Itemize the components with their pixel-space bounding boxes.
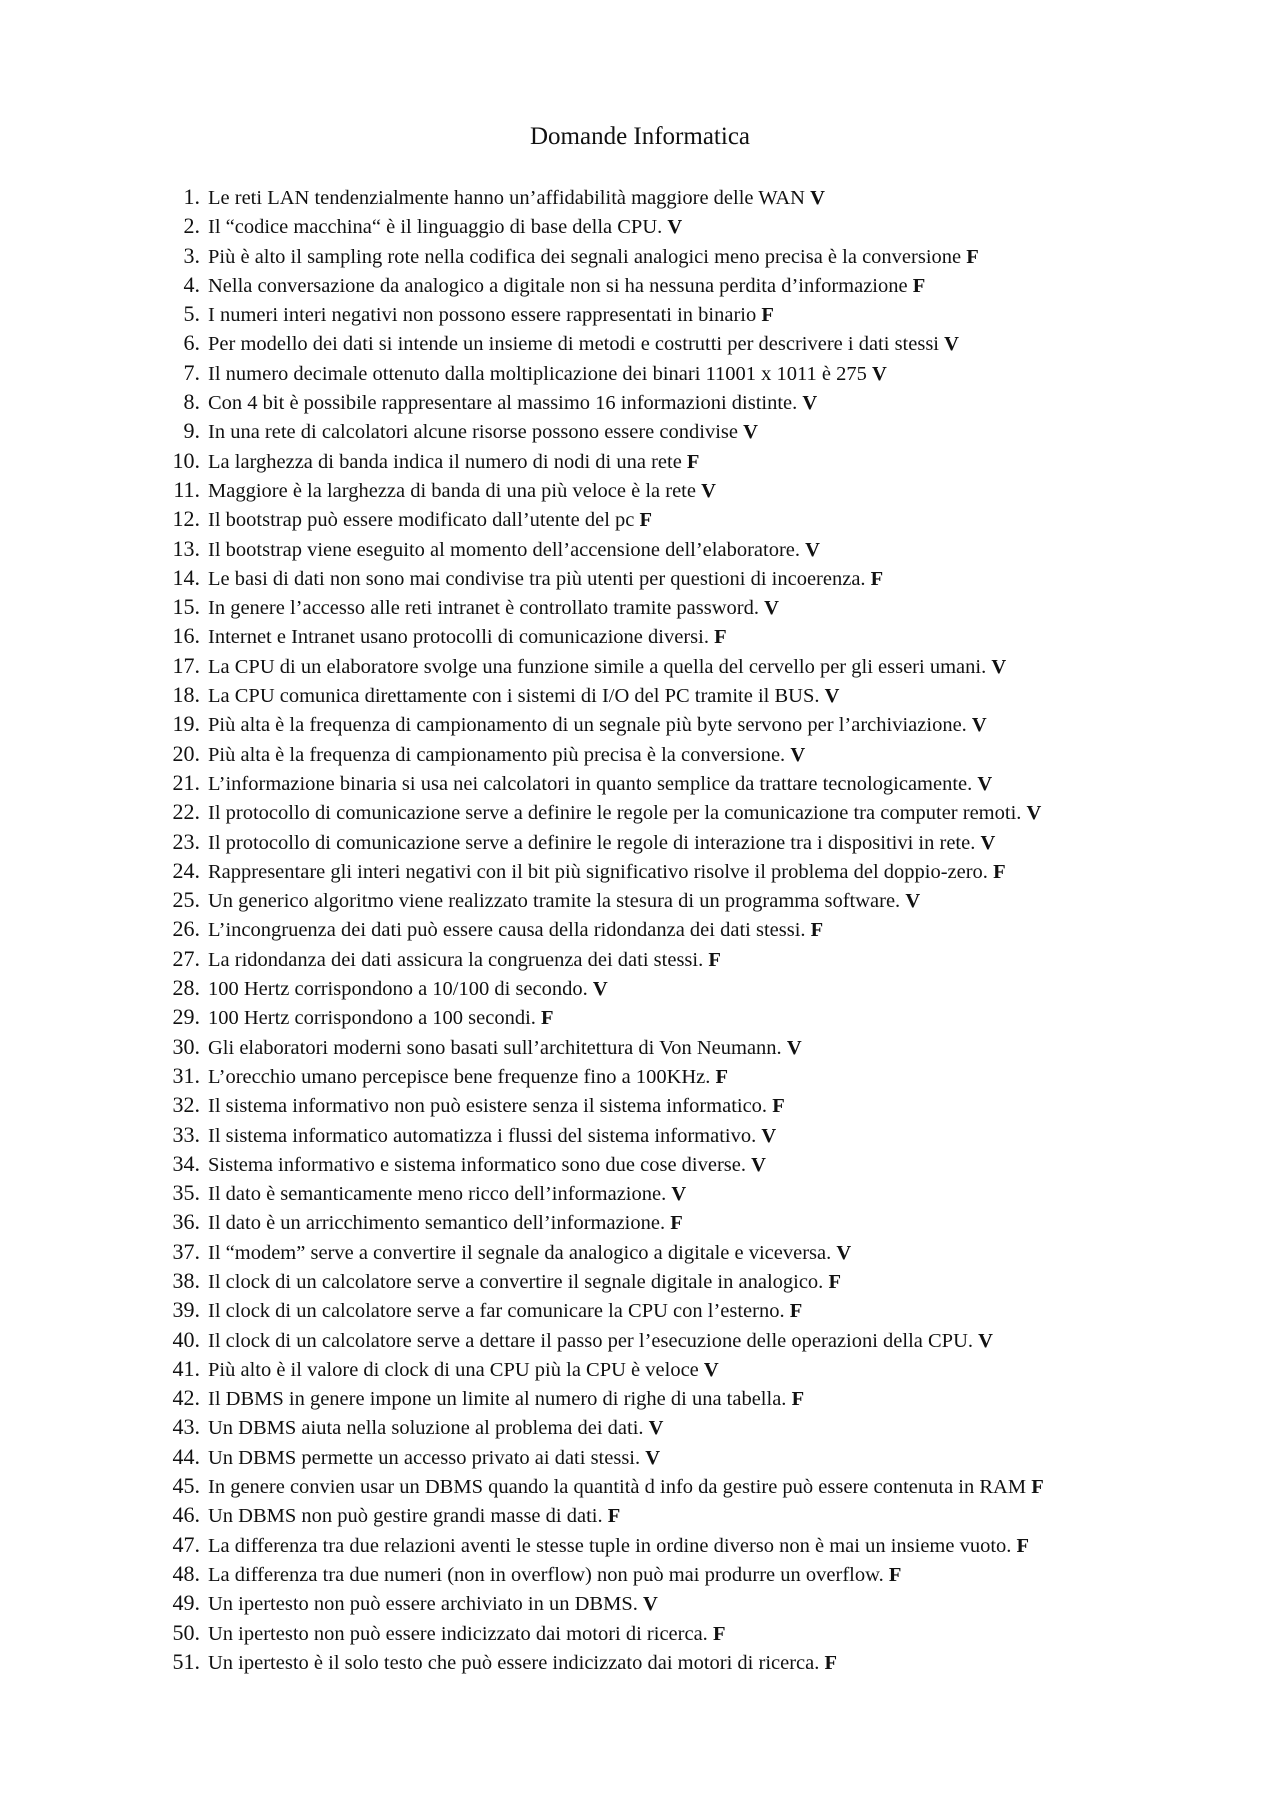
question-item	[150, 680, 1270, 709]
question-answer: V	[836, 1241, 852, 1264]
question-text: 100 Hertz corrispondono a 100 secondi.	[208, 1007, 536, 1030]
question-text: La larghezza di banda indica il numero di nodi di una rete	[208, 450, 682, 473]
question-item	[150, 914, 1270, 943]
question-number: 13.	[172, 535, 200, 561]
question-number: 49.	[172, 1590, 200, 1616]
question-text: Con 4 bit è possibile rappresentare al massimo 16 informazioni distinte.	[208, 392, 798, 415]
question-text: Rappresentare gli interi negativi con il bit più significativo risolve il problema del doppio-zero.	[208, 860, 988, 883]
question-item	[150, 475, 1270, 504]
question-item	[150, 885, 1270, 914]
question-answer: F	[607, 1505, 621, 1528]
question-item	[150, 856, 1270, 885]
question-number: 12.	[172, 506, 200, 532]
question-item	[150, 709, 1270, 738]
question-answer: V	[592, 978, 608, 1001]
question-item	[150, 1207, 1270, 1236]
question-text: Un ipertesto non può essere indicizzato dai motori di ricerca.	[208, 1622, 708, 1645]
question-text: La differenza tra due relazioni aventi le stesse tuple in ordine diverso non è mai un insieme vuoto.	[208, 1534, 1012, 1557]
question-text: Un DBMS non può gestire grandi masse di dati.	[208, 1505, 603, 1528]
question-text: Più alta è la frequenza di campionamento più precisa è la conversione.	[208, 743, 786, 766]
question-item	[150, 973, 1270, 1002]
question-number: 14.	[172, 564, 200, 590]
question-item	[150, 944, 1270, 973]
question-answer: V	[805, 538, 820, 561]
question-answer: V	[671, 1183, 687, 1206]
question-answer: F	[810, 919, 824, 942]
question-number: 11.	[173, 476, 200, 502]
question-text: Le reti LAN tendenzialmente hanno un’affidabilità maggiore delle WAN	[208, 187, 805, 209]
question-number: 47.	[172, 1531, 200, 1557]
question-number: 36.	[172, 1209, 200, 1235]
question-item	[150, 1442, 1270, 1471]
question-number: 5.	[183, 301, 200, 327]
question-item	[150, 592, 1270, 621]
question-answer: F	[1031, 1476, 1044, 1499]
question-answer: V	[944, 333, 959, 356]
question-text: Nella conversazione da analogico a digitale non si ha nessuna perdita d’informazione	[208, 274, 908, 297]
question-number: 31.	[172, 1062, 200, 1088]
question-item	[150, 1471, 1270, 1500]
question-text: Il dato è semanticamente meno ricco dell’informazione.	[208, 1183, 667, 1206]
question-text: Il dato è un arricchimento semantico dell’informazione.	[208, 1212, 666, 1235]
question-answer: V	[971, 714, 987, 737]
question-text: In una rete di calcolatori alcune risorse possono essere condivise	[208, 421, 738, 444]
question-item	[150, 1120, 1270, 1149]
question-answer: F	[888, 1563, 902, 1586]
question-item	[150, 1383, 1270, 1412]
question-answer: V	[1026, 802, 1042, 825]
question-text: Il “codice macchina“ è il linguaggio di base della CPU.	[208, 216, 663, 239]
question-text: Il protocollo di comunicazione serve a definire le regole per la comunicazione tra computer remoti.	[208, 802, 1022, 825]
question-text: L’orecchio umano percepisce bene frequenze fino a 100KHz.	[208, 1065, 711, 1088]
question-answer: V	[790, 743, 806, 766]
question-number: 9.	[183, 418, 200, 444]
question-answer: V	[824, 685, 840, 708]
question-text: La ridondanza dei dati assicura la congruenza dei dati stessi.	[208, 948, 704, 971]
question-item	[150, 621, 1270, 650]
question-item	[150, 827, 1270, 856]
question-number: 51.	[172, 1648, 200, 1674]
question-number: 43.	[172, 1414, 200, 1440]
question-text: 100 Hertz corrispondono a 10/100 di secondo.	[208, 978, 588, 1001]
question-number: 32.	[172, 1092, 200, 1118]
question-item	[150, 1032, 1270, 1061]
question-text: Un ipertesto non può essere archiviato in un DBMS.	[208, 1593, 638, 1616]
question-item	[150, 1090, 1270, 1119]
question-number: 27.	[172, 945, 200, 971]
question-item	[150, 358, 1270, 387]
question-answer: F	[1016, 1534, 1030, 1557]
question-number: 6.	[183, 330, 200, 356]
question-text: Il bootstrap può essere modificato dall’utente del pc	[208, 509, 635, 532]
question-number: 46.	[172, 1502, 200, 1528]
question-text: I numeri interi negativi non possono essere rappresentati in binario	[208, 304, 757, 327]
question-item	[150, 1588, 1270, 1617]
question-text: La CPU di un elaboratore svolge una funzione simile a quella del cervello per gli esseri umani.	[208, 655, 987, 678]
question-answer: V	[978, 1329, 993, 1352]
question-text: Più alta è la frequenza di campionamento di un segnale più byte servono per l’archiviazione.	[208, 714, 967, 737]
question-number: 16.	[172, 623, 200, 649]
question-number: 22.	[172, 799, 200, 825]
question-text: Il sistema informativo non può esistere senza il sistema informatico.	[208, 1095, 768, 1118]
question-number: 30.	[172, 1033, 200, 1059]
question-number: 41.	[172, 1355, 200, 1381]
question-number: 28.	[172, 975, 200, 1001]
question-text: L’incongruenza dei dati può essere causa della ridondanza dei dati stessi.	[208, 919, 806, 942]
question-item	[150, 1354, 1270, 1383]
question-item	[150, 1325, 1270, 1354]
question-item	[150, 768, 1270, 797]
question-answer: F	[670, 1212, 683, 1235]
question-text: La differenza tra due numeri (non in overflow) non può mai produrre un overflow.	[208, 1563, 884, 1586]
question-item	[150, 1500, 1270, 1529]
question-text: Il protocollo di comunicazione serve a definire le regole di interazione tra i dispositivi in rete.	[208, 831, 976, 854]
question-text: Più è alto il sampling rote nella codifica dei segnali analogici meno precisa è la conversione	[208, 245, 962, 268]
question-number: 33.	[172, 1121, 200, 1147]
question-number: 48.	[172, 1560, 200, 1586]
question-item	[150, 1530, 1270, 1559]
question-number: 44.	[172, 1443, 200, 1469]
question-number: 37.	[172, 1238, 200, 1264]
question-number: 21.	[172, 769, 200, 795]
question-number: 10.	[172, 447, 200, 473]
question-text: La CPU comunica direttamente con i sistemi di I/O del PC tramite il BUS.	[208, 685, 820, 708]
question-text: Sistema informativo e sistema informatico sono due cose diverse.	[208, 1153, 746, 1176]
question-answer: V	[810, 187, 825, 209]
question-answer: F	[828, 1270, 841, 1293]
question-number: 20.	[172, 740, 200, 766]
question-answer: V	[761, 1124, 777, 1147]
question-answer: F	[541, 1007, 554, 1030]
question-item	[150, 1559, 1270, 1588]
question-item	[150, 1061, 1270, 1090]
question-text: Un DBMS aiuta nella soluzione al problema dei dati.	[208, 1417, 644, 1440]
question-answer: F	[712, 1622, 726, 1645]
question-text: Gli elaboratori moderni sono basati sull’architettura di Von Neumann.	[208, 1036, 782, 1059]
question-number: 50.	[172, 1619, 200, 1645]
question-text: Maggiore è la larghezza di banda di una più veloce è la rete	[208, 479, 696, 502]
question-answer: F	[761, 304, 774, 327]
question-answer: F	[772, 1095, 785, 1118]
question-text: Il DBMS in genere impone un limite al numero di righe di una tabella.	[208, 1388, 787, 1411]
question-answer: F	[639, 509, 653, 532]
question-number: 35.	[172, 1180, 200, 1206]
question-answer: F	[686, 450, 700, 473]
question-number: 42.	[172, 1385, 200, 1411]
question-text: In genere l’accesso alle reti intranet è controllato tramite password.	[208, 597, 759, 620]
question-number: 26.	[172, 916, 200, 942]
question-answer: F	[789, 1300, 803, 1323]
question-item	[150, 446, 1270, 475]
question-number: 2.	[183, 213, 200, 239]
question-item	[150, 299, 1270, 328]
question-answer: V	[980, 831, 996, 854]
question-answer: F	[912, 274, 926, 297]
question-item	[150, 1295, 1270, 1324]
question-text: Per modello dei dati si intende un insieme di metodi e costrutti per descrivere i dati stessi	[208, 333, 939, 356]
question-answer: V	[648, 1417, 664, 1440]
question-number: 29.	[172, 1004, 200, 1030]
question-number: 34.	[172, 1150, 200, 1176]
question-answer: V	[871, 362, 887, 385]
question-number: 17.	[172, 652, 200, 678]
question-text: Un DBMS permette un accesso privato ai dati stessi.	[208, 1446, 641, 1469]
question-number: 24.	[172, 857, 200, 883]
question-item	[150, 1178, 1270, 1207]
question-number: 23.	[172, 828, 200, 854]
question-answer: V	[991, 655, 1007, 678]
question-item	[150, 182, 1270, 211]
question-item	[150, 416, 1270, 445]
question-item	[150, 328, 1270, 357]
question-item	[150, 1266, 1270, 1295]
question-number: 4.	[183, 271, 200, 297]
question-answer: F	[714, 626, 727, 649]
question-answer: V	[642, 1593, 658, 1616]
question-answer: F	[715, 1065, 729, 1088]
question-item	[150, 1412, 1270, 1441]
question-text: Le basi di dati non sono mai condivise tra più utenti per questioni di incoerenza.	[208, 567, 866, 590]
question-item	[150, 1618, 1270, 1647]
question-item	[150, 651, 1270, 680]
question-answer: F	[966, 245, 979, 268]
question-answer: V	[977, 772, 993, 795]
question-text: Un generico algoritmo viene realizzato tramite la stesura di un programma software.	[208, 890, 901, 913]
question-number: 8.	[183, 389, 200, 415]
question-number: 15.	[172, 594, 200, 620]
question-number: 39.	[172, 1297, 200, 1323]
question-number: 38.	[172, 1267, 200, 1293]
question-answer: V	[751, 1153, 766, 1176]
question-text: Internet e Intranet usano protocolli di comunicazione diversi.	[208, 626, 709, 649]
question-text: Il bootstrap viene eseguito al momento dell’accensione dell’elaboratore.	[208, 538, 800, 561]
question-item	[150, 241, 1270, 270]
question-text: Il “modem” serve a convertire il segnale da analogico a digitale e viceversa.	[208, 1241, 832, 1264]
question-list	[150, 182, 1270, 1676]
question-number: 3.	[183, 242, 200, 268]
question-text: Più alto è il valore di clock di una CPU più la CPU è veloce	[208, 1358, 699, 1381]
question-item	[150, 1237, 1270, 1266]
question-answer: F	[993, 860, 1006, 883]
question-number: 18.	[172, 682, 200, 708]
question-answer: V	[802, 392, 818, 415]
question-answer: V	[764, 597, 779, 620]
question-number: 25.	[172, 887, 200, 913]
question-number: 19.	[172, 711, 200, 737]
question-answer: F	[870, 567, 884, 590]
question-answer: V	[701, 479, 716, 502]
question-answer: V	[905, 890, 921, 913]
question-answer: V	[786, 1036, 802, 1059]
question-answer: F	[708, 948, 721, 971]
question-answer: V	[703, 1358, 719, 1381]
question-item	[150, 270, 1270, 299]
question-answer: F	[824, 1651, 838, 1674]
question-item	[150, 534, 1270, 563]
question-text: Un ipertesto è il solo testo che può essere indicizzato dai motori di ricerca.	[208, 1651, 820, 1674]
question-answer: V	[667, 216, 683, 239]
question-text: Il clock di un calcolatore serve a convertire il segnale digitale in analogico.	[208, 1270, 824, 1293]
question-answer: V	[743, 421, 758, 444]
question-text: In genere convien usar un DBMS quando la quantità d info da gestire può essere contenuta in RAM	[208, 1476, 1027, 1499]
question-answer: V	[645, 1446, 661, 1469]
question-text: Il sistema informatico automatizza i flussi del sistema informativo.	[208, 1124, 757, 1147]
question-answer: F	[791, 1388, 805, 1411]
question-item	[150, 797, 1270, 826]
question-number: 1.	[183, 184, 200, 209]
question-number: 45.	[172, 1473, 200, 1499]
question-item	[150, 504, 1270, 533]
question-text: L’informazione binaria si usa nei calcolatori in quanto semplice da trattare tecnologicamente.	[208, 772, 973, 795]
question-text: Il numero decimale ottenuto dalla moltiplicazione dei binari 11001 x 1011 è 275	[208, 362, 867, 385]
question-item	[150, 563, 1270, 592]
page-title: Domande Informatica	[529, 123, 751, 150]
question-item	[150, 211, 1270, 240]
question-item	[150, 739, 1270, 768]
question-item	[150, 1149, 1270, 1178]
question-text: Il clock di un calcolatore serve a dettare il passo per l’esecuzione delle operazioni della CPU.	[208, 1329, 974, 1352]
question-item	[150, 387, 1270, 416]
question-text: Il clock di un calcolatore serve a far comunicare la CPU con l’esterno.	[208, 1300, 785, 1323]
question-number: 40.	[172, 1326, 200, 1352]
question-item	[150, 1647, 1270, 1676]
question-number: 7.	[183, 359, 200, 385]
question-item	[150, 1002, 1270, 1031]
